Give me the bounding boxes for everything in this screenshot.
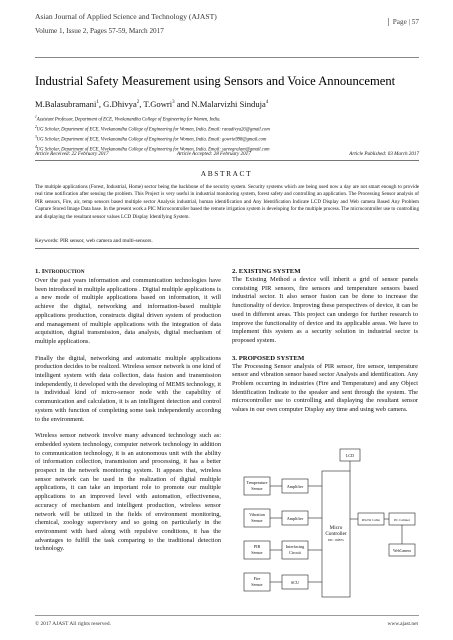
paragraph: Finally the digital, networking and automatic multiple applications production decides to be realized. Wireless sensor network is one kind of intelligent system with data collection, data fusion and transmission independently, it developed with the developing of MEMS technology, it is individual kind of micro-sensor node with the capability of communication and calculation, it is an intelligent detection and control system with function of completing some task independently according to the environment. [35,354,221,423]
author-list [35,97,268,110]
affiliation-line [35,134,419,144]
paragraph: The Processing Sensor analysis of PIR sensor, fire sensor, temperature sensor and vibration sensor based sector Analysis and identification. Any Problem occurring in industries (Fire and Temperature) and any Object Identification Indicate to the speaker and sent through the system. The microcontroller use to controlling and displaying the resultant sensor values in our own computer Display any time and using web camera. [232,362,418,414]
date-published: Article Published: 03 March 2017 [349,151,419,157]
author-sup: 1 [96,100,99,105]
author-name: T.Gowri [143,98,173,109]
affiliation-text: UG Scholar, Department of ECE, Vivekanandha College of Engineering for Women, India. Email: ranudivya26@gmail.com [36,127,270,133]
paragraph: The Existing Method a device will inherit a grid of sensor panels consisting PIR sensors, fire sensors and temperature sensors based industrial sector. It also sensor fusion can be done to increase the functionality of device. Improving these perspectives of device, it can be used in different areas. This project can undergo for further research to improve the functionality of device and its applicable areas. We have to implement this system as a security solution in industrial sector is proposed system. [232,276,418,344]
rs232-label: RS232 Cable [362,518,380,522]
affiliations [35,114,419,154]
section-number: 1. I [35,268,45,275]
pir-sensor-label: PIR [253,544,261,549]
author-sup: 4 [265,100,269,105]
paper-title: Industrial Safety Measurement using Sensors and Voice Announcement [35,74,396,88]
keywords-rule [35,248,419,249]
right-column [232,267,418,423]
author-sup: 2 [136,100,140,105]
author-sep: , [139,98,144,109]
affiliation-sup: 2 [35,124,37,129]
fire-sensor-label: Sensor [251,582,263,587]
footer-rule [35,615,419,616]
micro-controller-label: Controller [325,531,347,537]
dates-rule [35,160,419,161]
pc-cabinet-label: PC Cabinet [394,518,410,522]
block-diagram [232,447,418,605]
section-title: NTRODUCTION [44,269,85,275]
affiliation-sup: 4 [35,144,37,149]
affiliation-sup: 3 [35,134,37,139]
author-name: M.Balasubramani [35,98,97,109]
date-accepted: Article Accepted: 28 February 2017 [177,151,251,157]
affiliation-sup: 1 [35,115,37,119]
author-name: N.Malarvizhi Sinduja [191,98,266,109]
scu-label: SCU [290,580,300,585]
left-column [35,267,221,562]
paragraph: Wireless sensor network involve many advanced technology such as: embedded system technology, computer network technology in addition to communication technology, it is an autonomous unit with the ability of information collection, transmission and processing, it has a better prospect in the network monitoring system. It appears that, wireless sensor network can be used in the realization of digital multiple applications, it can take an important role to promote our multiple applications to an improved level with automation, effectiveness, accuracy of mechanism and intelligent production, wireless sensor network will be utilized in the fields of environment monitoring, chemical, zoology supervisory and so going on particularly in the environment with hard along with repulsive conditions, it has the advantages to fulfill the task comparing to the traditional detection technology. [35,432,221,553]
temperature-sensor-label: Temperature [246,480,268,485]
website-link[interactable]: www.ajast.net [387,621,418,627]
temperature-sensor-label: Sensor [251,486,263,491]
micro-controller-label: Micro [329,525,343,531]
abstract-text: The multiple applications (Forest, Industrial, Home) sector being the backbone of the security system. Security systems which are being used now a day are not smart enough to provide real time notification after sensing the problem. This Project is very useful in industrial monitoring system, forest safety and controlling an application. The Processing Sensor analysis of PIR sensors, Fire, air, temp sensors based multiple sector Analysis industrial, human identification and Any Identification Indicate LCD Display and Web camera Based Any Problem Capture Stored Image Data base. In the present work a PIC Microcontroller based the remote irrigation system is developing for the multiple process. The microcontroller use to controlling and displaying the resultant sensor values LCD Display Identifying System. [35,184,419,220]
lcd-label: LCD [345,453,355,458]
affiliation-text: Assistant Professor, Department of ECE, Vivekanandha College of Engineering for Women, India. [36,117,221,123]
webcamera-label: WebCamera [393,549,411,553]
author-sep: and [174,98,192,109]
affiliation-text: UG Scholar, Department of ECE, Vivekanandha College of Engineering for Women, India. Email: sureegralam@gmail.com [36,147,270,153]
fire-sensor-label: Fire [253,576,261,581]
interfacing-circuit-label: Circuit [289,550,301,555]
copyright: © 2017 AJAST All rights reserved. [35,621,111,627]
micro-controller-label: PIC 16f87x [328,538,344,542]
vibration-sensor-label: Vibration [249,512,265,517]
pir-sensor-label: Sensor [251,550,263,555]
affiliation-line [35,124,419,134]
author-sep: , [98,98,104,109]
amplifier-label: Amplifier [286,516,304,521]
section-heading-introduction [35,267,221,277]
journal-name: Asian Journal of Applied Science and Technology (AJAST) [35,12,217,21]
amplifier-label: Amplifier [286,484,304,489]
vibration-sensor-label: Sensor [251,518,263,523]
volume-info: Volume 1, Issue 2, Pages 57-59, March 2017 [35,27,164,35]
interfacing-circuit-label: Interfacing [285,544,305,549]
header-rule [35,57,419,58]
author-sup: 3 [172,100,175,105]
paragraph: Over the past years information and communication technologies have been introduced in multiple applications . Digital multiple applications is a new mode of multiple applications based on information, it will achieve the digital, networking and information-based multiple applications production, constructs digital driven system of production and management of multiple applications with the integration of data acquisition, digital transmission, data analysis, digital mechanism of multiple applications. [35,277,221,345]
affiliation-text: UG Scholar, Department of ECE, Vivekanandha College of Engineering for Women, India. Email: gowrio998@gmail.com [36,137,267,143]
section-heading-proposed: 3. PROPOSED SYSTEM [232,354,305,362]
section-heading-existing: 2. EXISTING SYSTEM [232,268,301,275]
keywords: Keywords: PIR sensor, web camera and multi-sensors. [35,238,153,244]
date-received: Article Received: 22 February 2017 [35,151,109,157]
abstract-heading: ABSTRACT [200,169,253,178]
page-number: Page | 57 [388,18,419,26]
affiliation-line [35,114,419,124]
author-name: G.Dhivya [103,98,137,109]
running-header [35,12,419,36]
article-dates [35,151,419,159]
